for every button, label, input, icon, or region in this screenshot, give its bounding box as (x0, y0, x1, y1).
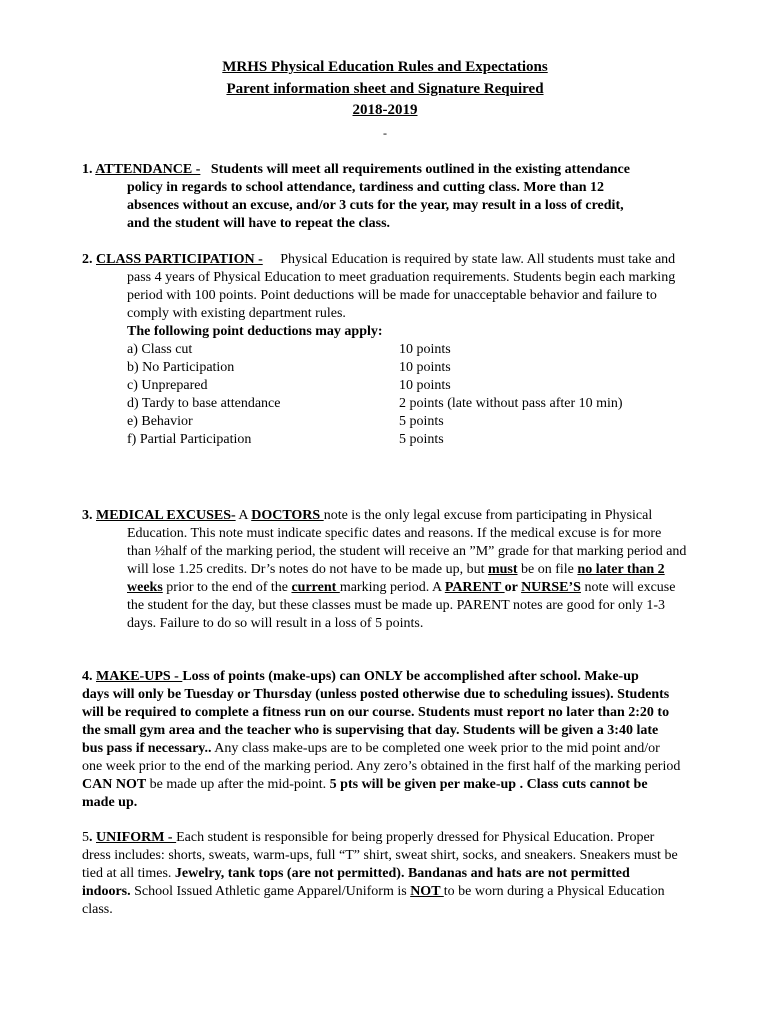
deduction-row: d) Tardy to base attendance 2 points (late without pass after 10 min) (127, 396, 623, 411)
uniform-label: UNIFORM - (96, 830, 177, 845)
title-line-2: Parent information sheet and Signature Required (226, 81, 544, 97)
makeups-line-2: days will only be Tuesday or Thursday (unless posted otherwise due to scheduling issues). Students (82, 687, 670, 702)
attendance-label: ATTENDANCE - (95, 162, 201, 177)
deduction-row: c) Unprepared 10 points (127, 378, 451, 393)
medical-line-4: will lose 1.25 credits. Dr’s notes do not have to be made up, but must be on file no later than 2 (127, 562, 665, 577)
title-year: 2018-2019 (352, 102, 418, 118)
makeups-line-3: will be required to complete a fitness run on our course. Students must report no later than 2:20 to (82, 705, 670, 720)
medical-line-1: 3. MEDICAL EXCUSES- A DOCTORS note is the only legal excuse from participating in Physical (82, 508, 653, 523)
deduction-row: f) Partial Participation 5 points (127, 432, 444, 447)
makeups-line-6: one week prior to the end of the marking period. Any zero’s obtained in the first half of the marking period (82, 759, 681, 774)
uniform-line-5: class. (82, 902, 113, 917)
deduction-row: e) Behavior 5 points (127, 414, 444, 429)
medical-line-6: the student for the day, but these classes must be made up. PARENT notes are good for only 1-3 (127, 598, 665, 613)
header-dash: - (383, 126, 387, 140)
medical-line-7: days. Failure to do so will result in a loss of 5 points. (127, 616, 424, 631)
medical-line-5: weeks prior to the end of the current marking period. A PARENT or NURSE’S note will excuse (127, 580, 676, 595)
uniform-line-3: tied at all times. Jewelry, tank tops (are not permitted). Bandanas and hats are not permitted (82, 866, 630, 881)
makeups-line-8: made up. (82, 795, 138, 810)
makeups-line-4: the small gym area and the teacher who is supervising that day. Students will be given a 3:40 late (82, 723, 659, 738)
section-medical (82, 507, 752, 633)
participation-line-2: pass 4 years of Physical Education to meet graduation requirements. Students begin each marking (127, 270, 676, 285)
attendance-line-3: absences without an excuse, and/or 3 cuts for the year, may result in a loss of credit, (127, 198, 624, 213)
makeups-line-1: 4. MAKE-UPS - Loss of points (make-ups) can ONLY be accomplished after school. Make-up (82, 669, 639, 684)
title-line-1: MRHS Physical Education Rules and Expectations (222, 59, 548, 75)
deductions-heading: The following point deductions may apply: (127, 324, 383, 339)
section-uniform (82, 829, 752, 919)
attendance-line-4: and the student will have to repeat the class. (127, 216, 391, 231)
participation-line-3: period with 100 points. Point deductions will be made for unacceptable behavior and failure to (127, 288, 657, 303)
uniform-line-1: 5. UNIFORM - Each student is responsible for being properly dressed for Physical Education. Proper (82, 830, 655, 845)
uniform-line-4: indoors. School Issued Athletic game Apparel/Uniform is NOT to be worn during a Physical Education (82, 884, 665, 899)
section-participation (82, 251, 752, 341)
deduction-row: a) Class cut 10 points (127, 342, 451, 357)
section-makeups (82, 668, 752, 812)
section-attendance (82, 161, 722, 233)
medical-line-2: Education. This note must indicate specific dates and reasons. If the medical excuse is for more (127, 526, 662, 541)
makeups-label: MAKE-UPS - (96, 669, 183, 684)
deduction-row: b) No Participation 10 points (127, 360, 451, 375)
attendance-line-1: 1. ATTENDANCE - Students will meet all requirements outlined in the existing attendance (82, 162, 630, 177)
medical-label: MEDICAL EXCUSES- (96, 508, 236, 523)
uniform-line-2: dress includes: shorts, sweats, warm-ups, full “T” shirt, sweat shirt, socks, and sneakers. Sneakers must be (82, 848, 678, 863)
makeups-line-7: CAN NOT be made up after the mid-point. 5 pts will be given per make-up . Class cuts cannot be (82, 777, 648, 792)
makeups-line-5: bus pass if necessary.. Any class make-ups are to be completed one week prior to the mid point and/or (82, 741, 660, 756)
attendance-line-2: policy in regards to school attendance, tardiness and cutting class. More than 12 (127, 180, 605, 195)
medical-line-3: than ½half of the marking period, the student will receive an ”M” grade for that marking period and (127, 544, 687, 559)
participation-line-1: 2. CLASS PARTICIPATION - Physical Education is required by state law. All students must take and (82, 252, 676, 267)
participation-label: CLASS PARTICIPATION - (96, 252, 263, 267)
participation-line-4: comply with existing department rules. (127, 306, 346, 321)
